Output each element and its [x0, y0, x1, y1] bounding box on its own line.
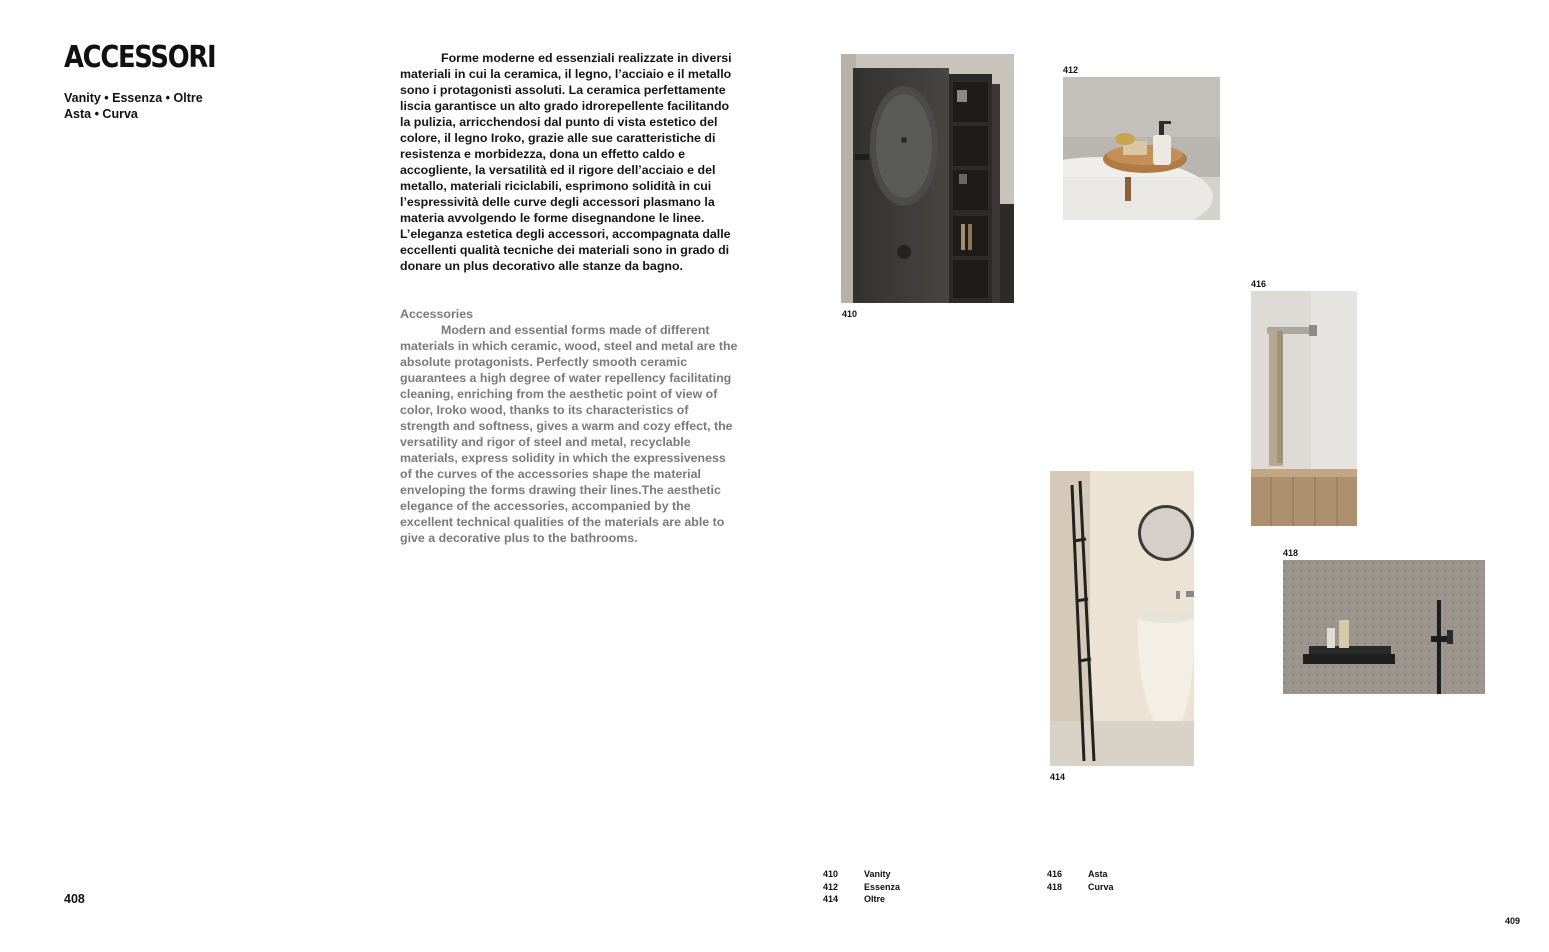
legend-row [823, 893, 900, 906]
caption-416: 416 [1251, 279, 1267, 289]
legend-name: Vanity [864, 869, 891, 879]
legend-number: 416 [1047, 869, 1063, 879]
collection-list [64, 90, 203, 122]
legend-name: Curva [1088, 881, 1114, 892]
italian-paragraph [400, 50, 740, 274]
photo-416-asta [1251, 291, 1357, 526]
collection-list-line-1: Vanity • Essenza • Oltre [64, 91, 203, 105]
legend-number: 412 [823, 881, 839, 892]
legend-row [1047, 881, 1114, 894]
english-text: Modern and essential forms made of different materials in which ceramic, wood, steel and metal are the absolute protagonists. Perfectly smooth ceramic guarantees a high degree of water repellency facilitating cleaning, enriching from the aesthetic point of view of color, Iroko wood, thanks to its characteristics of strength and softness, gives a warm and cozy effect, the versatility and rigor of steel and metal, recyclable materials, express solidity in which the expressiveness of the curves of the accessories shape the material enveloping the forms drawing their lines.The aesthetic elegance of the accessories, accompanied by the excellent technical qualities of the materials are able to give a decorative plus to the bathrooms. [400, 323, 738, 545]
photo-414-oltre [1050, 471, 1194, 766]
legend-row [823, 868, 900, 881]
legend-name: Essenza [864, 881, 901, 892]
caption-414: 414 [1050, 772, 1066, 782]
photo-418-curva [1283, 560, 1485, 694]
english-paragraph [400, 322, 740, 546]
legend-row [823, 881, 900, 894]
photo-410-vanity [841, 54, 1014, 303]
caption-412: 412 [1063, 65, 1079, 75]
legend-number: 414 [823, 894, 839, 904]
page-number-left: 408 [64, 892, 85, 906]
legend-name: Asta [1088, 869, 1108, 879]
legend-name: Oltre [864, 894, 886, 904]
legend-number: 410 [823, 869, 839, 879]
caption-410: 410 [842, 309, 858, 319]
collection-list-line-2: Asta • Curva [64, 107, 138, 121]
caption-418: 418 [1283, 548, 1299, 558]
english-heading: Accessories [400, 307, 474, 321]
english-section [400, 306, 740, 546]
legend-number: 418 [1047, 881, 1063, 892]
italian-text: Forme moderne ed essenziali realizzate in diversi materiali in cui la ceramica, il legno, l’acciaio e il metallo sono i protagonisti assoluti. La ceramica perfettamente liscia garantisce un alto grado idrorepellente facilitando la pulizia, arricchendosi dal punto di vista estetico del colore, il legno Iroko, grazie alle sue caratteristiche di resistenza e morbidezza, dona un effetto caldo e accogliente, la versatilità ed il rigore dell’acciaio e del metallo, materiali riciclabili, esprimono solidità in cui l’espressività delle curve degli accessori plasmano la materia avvolgendo le forme disegnandone le linee. L’eleganza estetica degli accessori, accompagnata dalle eccellenti qualità tecniche dei materiali sono in grado di donare un plus decorativo alle stanze da bagno. [400, 51, 732, 273]
legend-left [823, 868, 900, 906]
page-title: ACCESSORI [64, 40, 216, 75]
legend-row [1047, 868, 1114, 881]
page-number-right: 409 [1505, 916, 1521, 926]
legend-right [1047, 868, 1114, 893]
photo-412-essenza [1063, 77, 1220, 220]
